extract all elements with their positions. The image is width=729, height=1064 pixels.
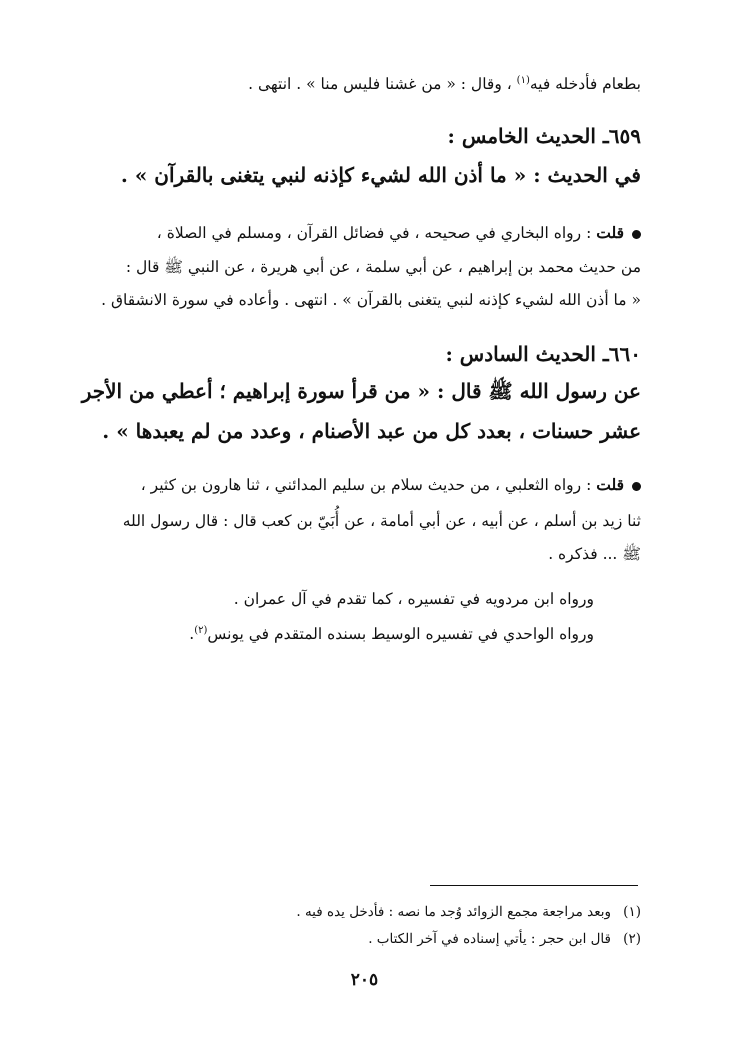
note-label: قلت: [596, 223, 624, 242]
footnote-ref-1: (١): [516, 75, 530, 86]
text-segment: ، وقال : « من غشنا فليس منا » . انتهى .: [248, 75, 517, 94]
hadith-659-quote: في الحديث : « ما أذن الله لشيء كإذنه لنبي يتغنى بالقرآن » .: [120, 163, 641, 187]
note-660-line-2: ثنا زيد بن أسلم ، عن أبيه ، عن أبي أمامة ، عن أُبَيّ بن كعب قال : قال رسول الله: [122, 512, 641, 530]
text-segment: : رواه الثعلبي ، من حديث سلام بن سليم المدائني ، ثنا هارون بن كثير ،: [140, 476, 597, 494]
text-segment: بطعام فأدخله فيه: [529, 75, 641, 94]
note-659-line-2: من حديث محمد بن إبراهيم ، عن أبي سلمة ، عن أبي هريرة ، عن النبي ﷺ قال :: [125, 258, 641, 276]
note-660-line-1: [141, 474, 641, 496]
text-segment: ورواه الواحدي في تفسيره الوسيط بسنده المتقدم في يونس: [207, 625, 594, 644]
footnote-1: [296, 902, 641, 922]
note-659-line-3: « ما أذن الله لشيء كإذنه لنبي يتغنى بالقرآن » . انتهى . وأعاده في سورة الانشقاق .: [101, 291, 641, 309]
footnote-text: وبعد مراجعة مجمع الزوائد وُجد ما نصه : فأدخل يده فيه .: [296, 904, 611, 920]
footnote-text: قال ابن حجر : يأتي إسناده في آخر الكتاب .: [368, 931, 611, 947]
note-659-line-1: [157, 222, 641, 244]
hadith-660-heading: ٦٦٠ـ الحديث السادس :: [445, 342, 641, 366]
hadith-660-quote-line-1: عن رسول الله ﷺ قال : « من قرأ سورة إبراهيم ؛ أعطي من الأجر: [81, 379, 641, 403]
bullet-icon: [632, 482, 641, 491]
report-line-1: ورواه ابن مردويه في تفسيره ، كما تقدم في آل عمران .: [233, 590, 594, 608]
hadith-660-quote-line-2: عشر حسنات ، بعدد كل من عبد الأصنام ، وعدد من لم يعبدها » .: [102, 419, 641, 443]
hadith-659-heading: ٦٥٩ـ الحديث الخامس :: [447, 124, 641, 148]
report-line-2: [189, 620, 594, 645]
footnote-number: (٢): [623, 931, 641, 947]
bullet-icon: [632, 230, 641, 239]
note-660-line-3: ﷺ ... فذكره .: [548, 545, 641, 563]
page-number: ٢٠٥: [350, 970, 379, 990]
text-segment: .: [189, 625, 195, 644]
note-label: قلت: [596, 475, 624, 494]
footnote-ref-2: (٢): [194, 625, 208, 636]
text-segment: : رواه البخاري في صحيحه ، في فضائل القرآن ، ومسلم في الصلاة ،: [156, 224, 597, 242]
footnote-2: [368, 929, 641, 949]
text-line-1: [248, 70, 641, 95]
footnote-number: (١): [623, 904, 641, 920]
footnote-divider: [430, 885, 638, 886]
